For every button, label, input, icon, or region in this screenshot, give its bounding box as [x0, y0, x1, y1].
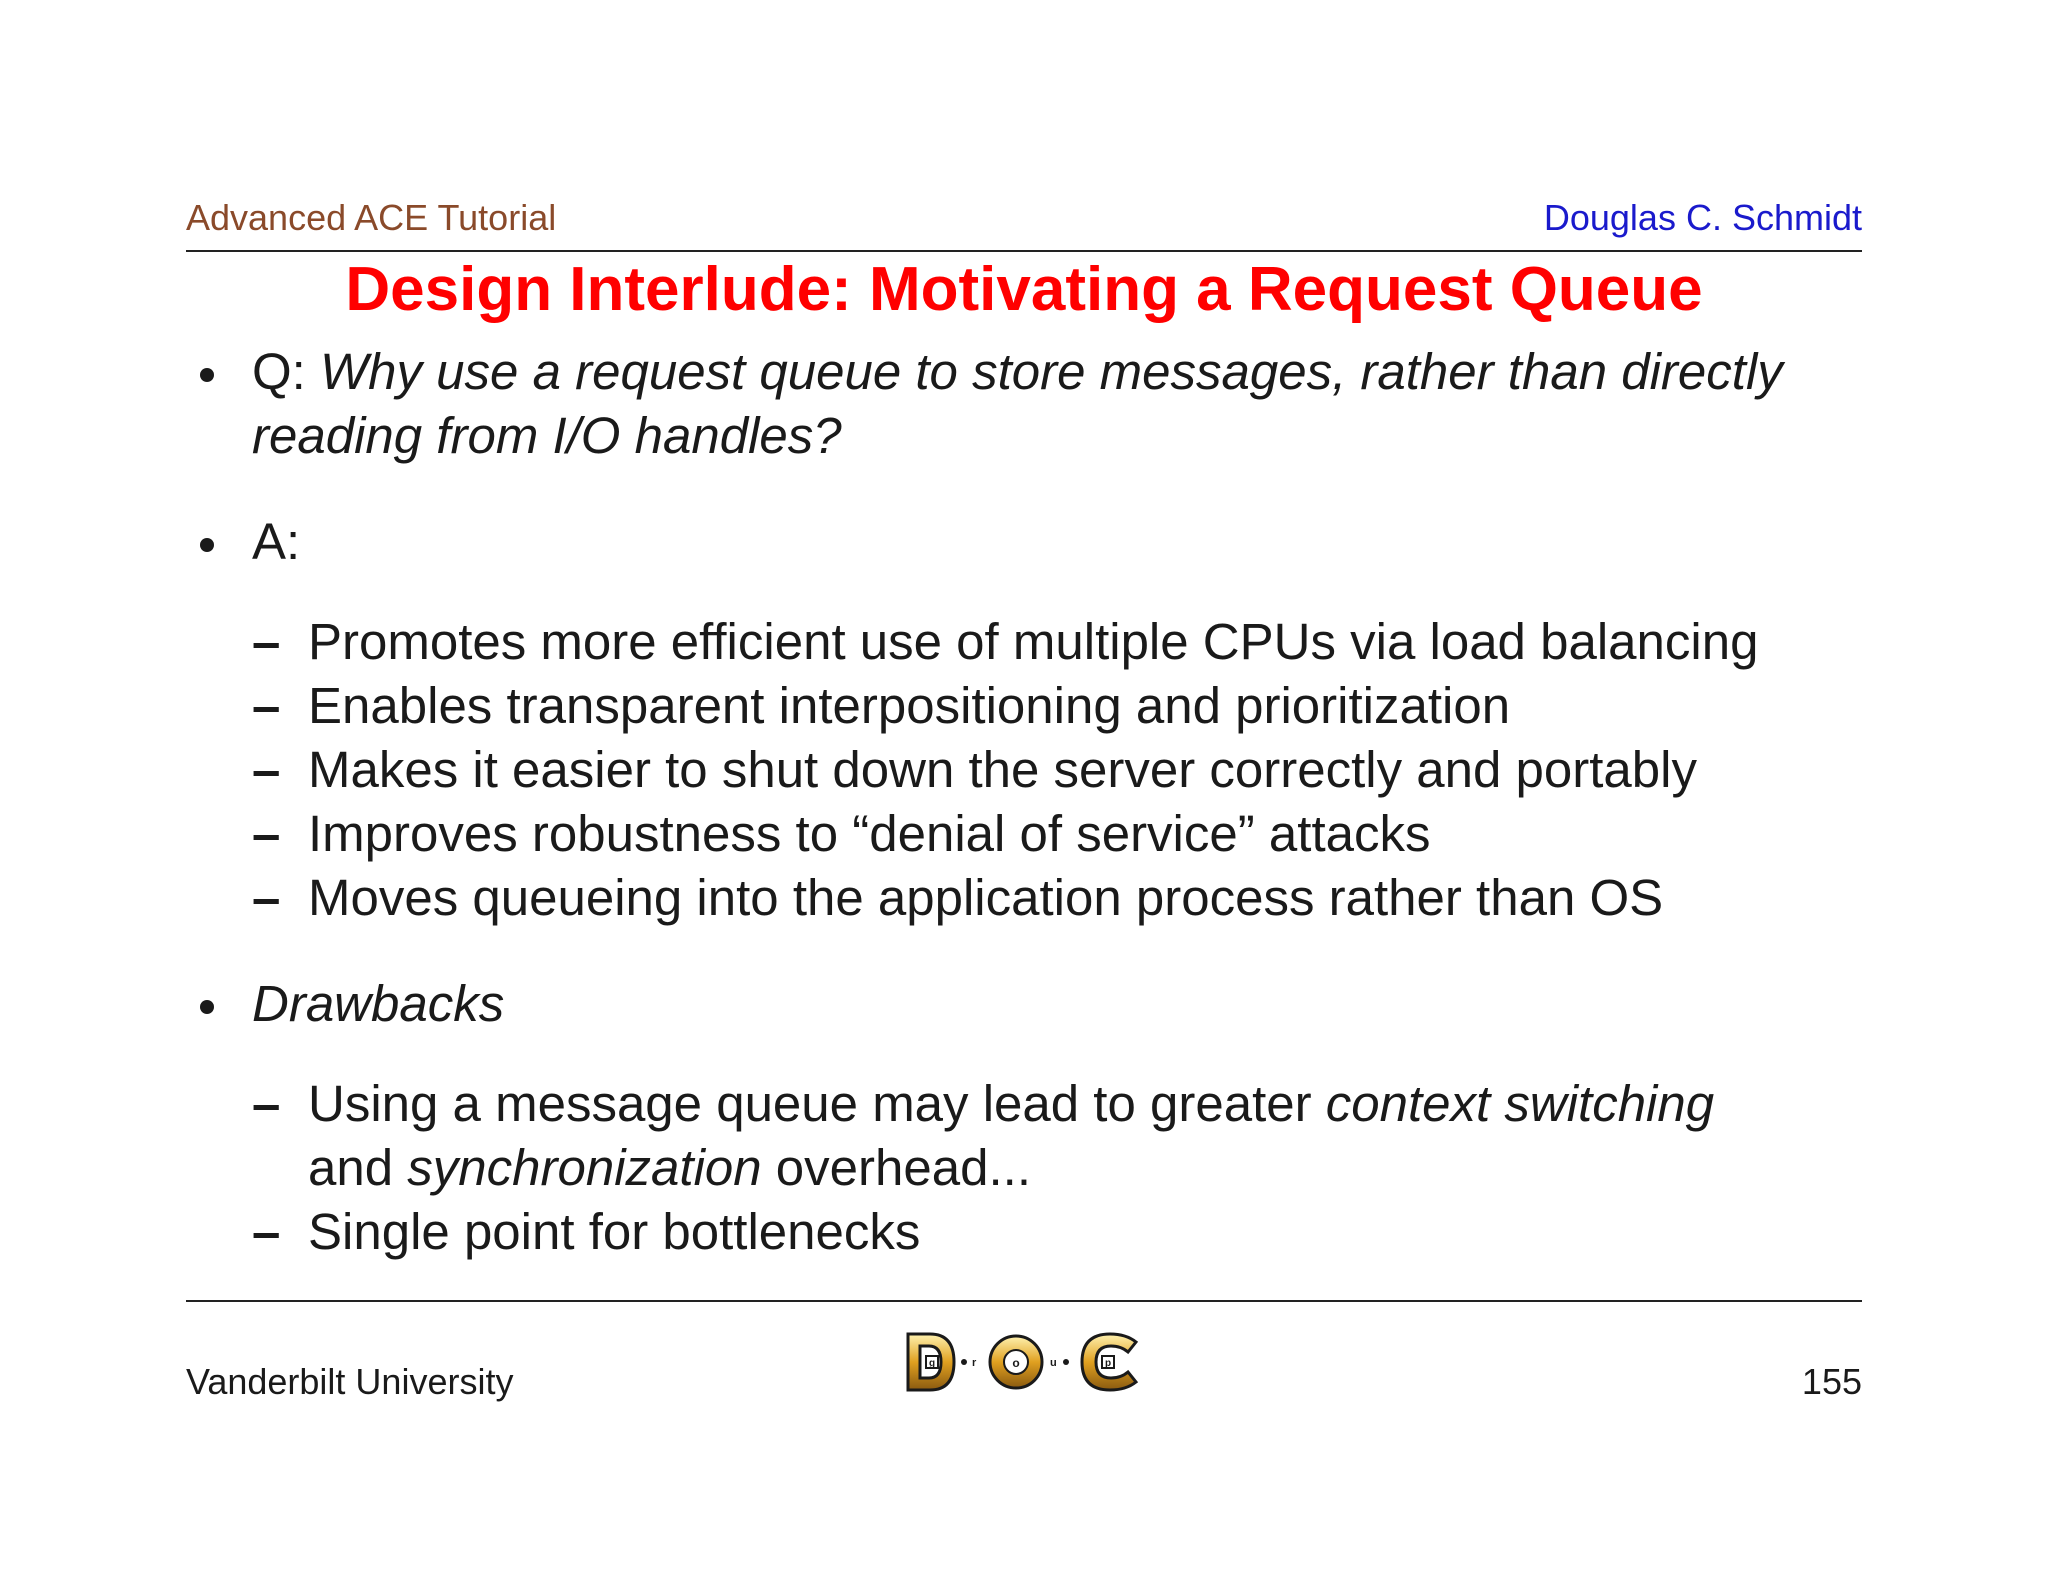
bullet-drawbacks	[186, 972, 1876, 1036]
slide-title: Design Interlude: Motivating a Request Queue	[345, 255, 1703, 324]
footer-divider	[186, 1300, 1862, 1302]
emphasis-context-switching: context switching	[1325, 1075, 1715, 1132]
question-label: Q:	[252, 343, 306, 400]
logo-small-u: u	[1050, 1357, 1057, 1369]
header-course-title: Advanced ACE Tutorial	[186, 197, 557, 238]
dash-icon: –	[252, 1075, 281, 1132]
slide-body	[186, 340, 1876, 1264]
logo-small-o: o	[1012, 1356, 1020, 1370]
answer-item: – Makes it easier to shut down the server correctly and portably	[186, 738, 1876, 802]
question-text: Why use a request queue to store messages, rather than directly reading from I/O handles?	[252, 343, 1783, 464]
dash-icon: –	[252, 1203, 281, 1260]
answer-item: – Promotes more efficient use of multiple CPUs via load balancing	[186, 610, 1876, 674]
page-number: 155	[1801, 1361, 1862, 1402]
doc-group-logo	[904, 1328, 1144, 1396]
drawback-item: – Single point for bottlenecks	[186, 1200, 1876, 1264]
dash-icon: –	[252, 613, 281, 670]
drawback-item: – Using a message queue may lead to greater context switching and synchronization overhead...	[186, 1072, 1876, 1200]
footer-institution: Vanderbilt University	[186, 1361, 514, 1402]
dash-icon: –	[252, 741, 281, 798]
logo-small-p: p	[1104, 1358, 1112, 1369]
dash-icon: –	[252, 869, 281, 926]
answer-item: – Moves queueing into the application process rather than OS	[186, 866, 1876, 930]
answer-item: – Enables transparent interpositioning and prioritization	[186, 674, 1876, 738]
bullet-dot-icon	[200, 368, 214, 382]
emphasis-synchronization: synchronization	[407, 1139, 762, 1196]
answer-label: A:	[252, 513, 301, 570]
bullet-question	[186, 340, 1876, 468]
bullet-dot-icon	[200, 1000, 214, 1014]
dash-icon: –	[252, 805, 281, 862]
header-author: Douglas C. Schmidt	[1543, 197, 1862, 238]
bullet-dot-icon	[200, 538, 214, 552]
drawbacks-label: Drawbacks	[252, 975, 505, 1032]
logo-small-g: g	[928, 1358, 936, 1369]
logo-small-r: r	[972, 1357, 977, 1369]
dash-icon: –	[252, 677, 281, 734]
answer-item: – Improves robustness to “denial of service” attacks	[186, 802, 1876, 866]
bullet-answer	[186, 510, 1876, 574]
